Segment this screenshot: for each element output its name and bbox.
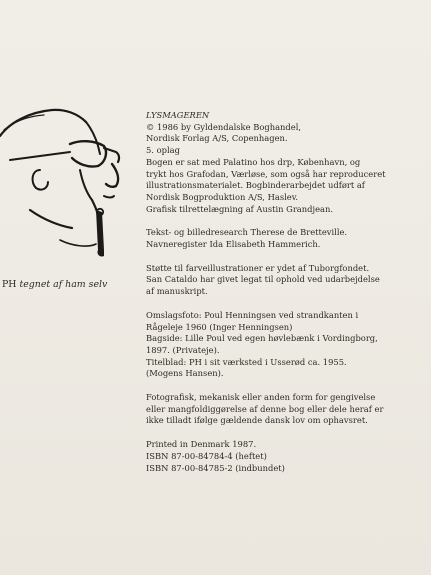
isbn-line: ISBN 87-00-84785-2 (indbundet): [146, 462, 285, 473]
photo-credits: [146, 310, 428, 380]
colophon: [146, 110, 428, 474]
book-title: LYSMAGEREN: [146, 110, 210, 120]
caption-text: tegnet af ham selv: [19, 279, 108, 290]
print-info: [146, 439, 428, 474]
text-line: (Mogens Hansen).: [146, 368, 224, 379]
text-line: illustrationsmaterialet. Bogbinderarbejdet udført af: [146, 180, 365, 191]
text-line: Omslagsfoto: Poul Henningsen ved strandkanten i: [146, 309, 359, 320]
isbn-line: ISBN 87-00-84784-4 (heftet): [146, 450, 267, 461]
text-line: Rågeleje 1960 (Inger Henningsen): [146, 321, 293, 332]
text-line: trykt hos Grafodan, Værløse, som også har reproduceret: [146, 168, 386, 179]
text-line: eller mangfoldiggørelse af denne bog eller dele heraf er: [146, 403, 384, 414]
text-line: Tekst- og billedresearch Therese de Bretteville.: [146, 227, 348, 238]
support-credits: [146, 263, 428, 298]
research-credits: [146, 227, 428, 250]
text-line: Bogen er sat med Palatino hos drp, København, og: [146, 156, 361, 167]
text-line: af manuskript.: [146, 286, 208, 297]
text-line: Bagside: Lille Poul ved egen høvlebænk i Vordingborg,: [146, 333, 378, 344]
text-line: 1897. (Privateje).: [146, 344, 220, 355]
text-line: Nordisk Bogproduktion A/S, Haslev.: [146, 191, 299, 202]
text-line: 5. oplag: [146, 145, 180, 156]
text-line: San Cataldo har givet legat til ophold ved udarbejdelse: [146, 274, 380, 285]
publishing-info: [146, 122, 428, 216]
text-line: Navneregister Ida Elisabeth Hammerich.: [146, 239, 321, 250]
text-line: ikke tilladt ifølge gældende dansk lov om ophavsret.: [146, 415, 368, 426]
text-line: Støtte til farveillustrationer er ydet af Tuborgfondet.: [146, 262, 370, 273]
text-line: Nordisk Forlag A/S, Copenhagen.: [146, 133, 288, 144]
text-line: Grafisk tilrettelægning af Austin Grandjean.: [146, 203, 334, 214]
portrait-caption: [2, 279, 107, 290]
text-line: © 1986 by Gyldendalske Boghandel,: [146, 121, 302, 132]
text-line: Printed in Denmark 1987.: [146, 439, 257, 450]
self-portrait-sketch: [0, 100, 125, 260]
caption-initials: PH: [2, 279, 17, 290]
text-line: Fotografisk, mekanisk eller anden form for gengivelse: [146, 392, 376, 403]
copyright-notice: [146, 392, 428, 427]
text-line: Titelblad: PH i sit værksted i Usserød ca. 1955.: [146, 356, 347, 367]
